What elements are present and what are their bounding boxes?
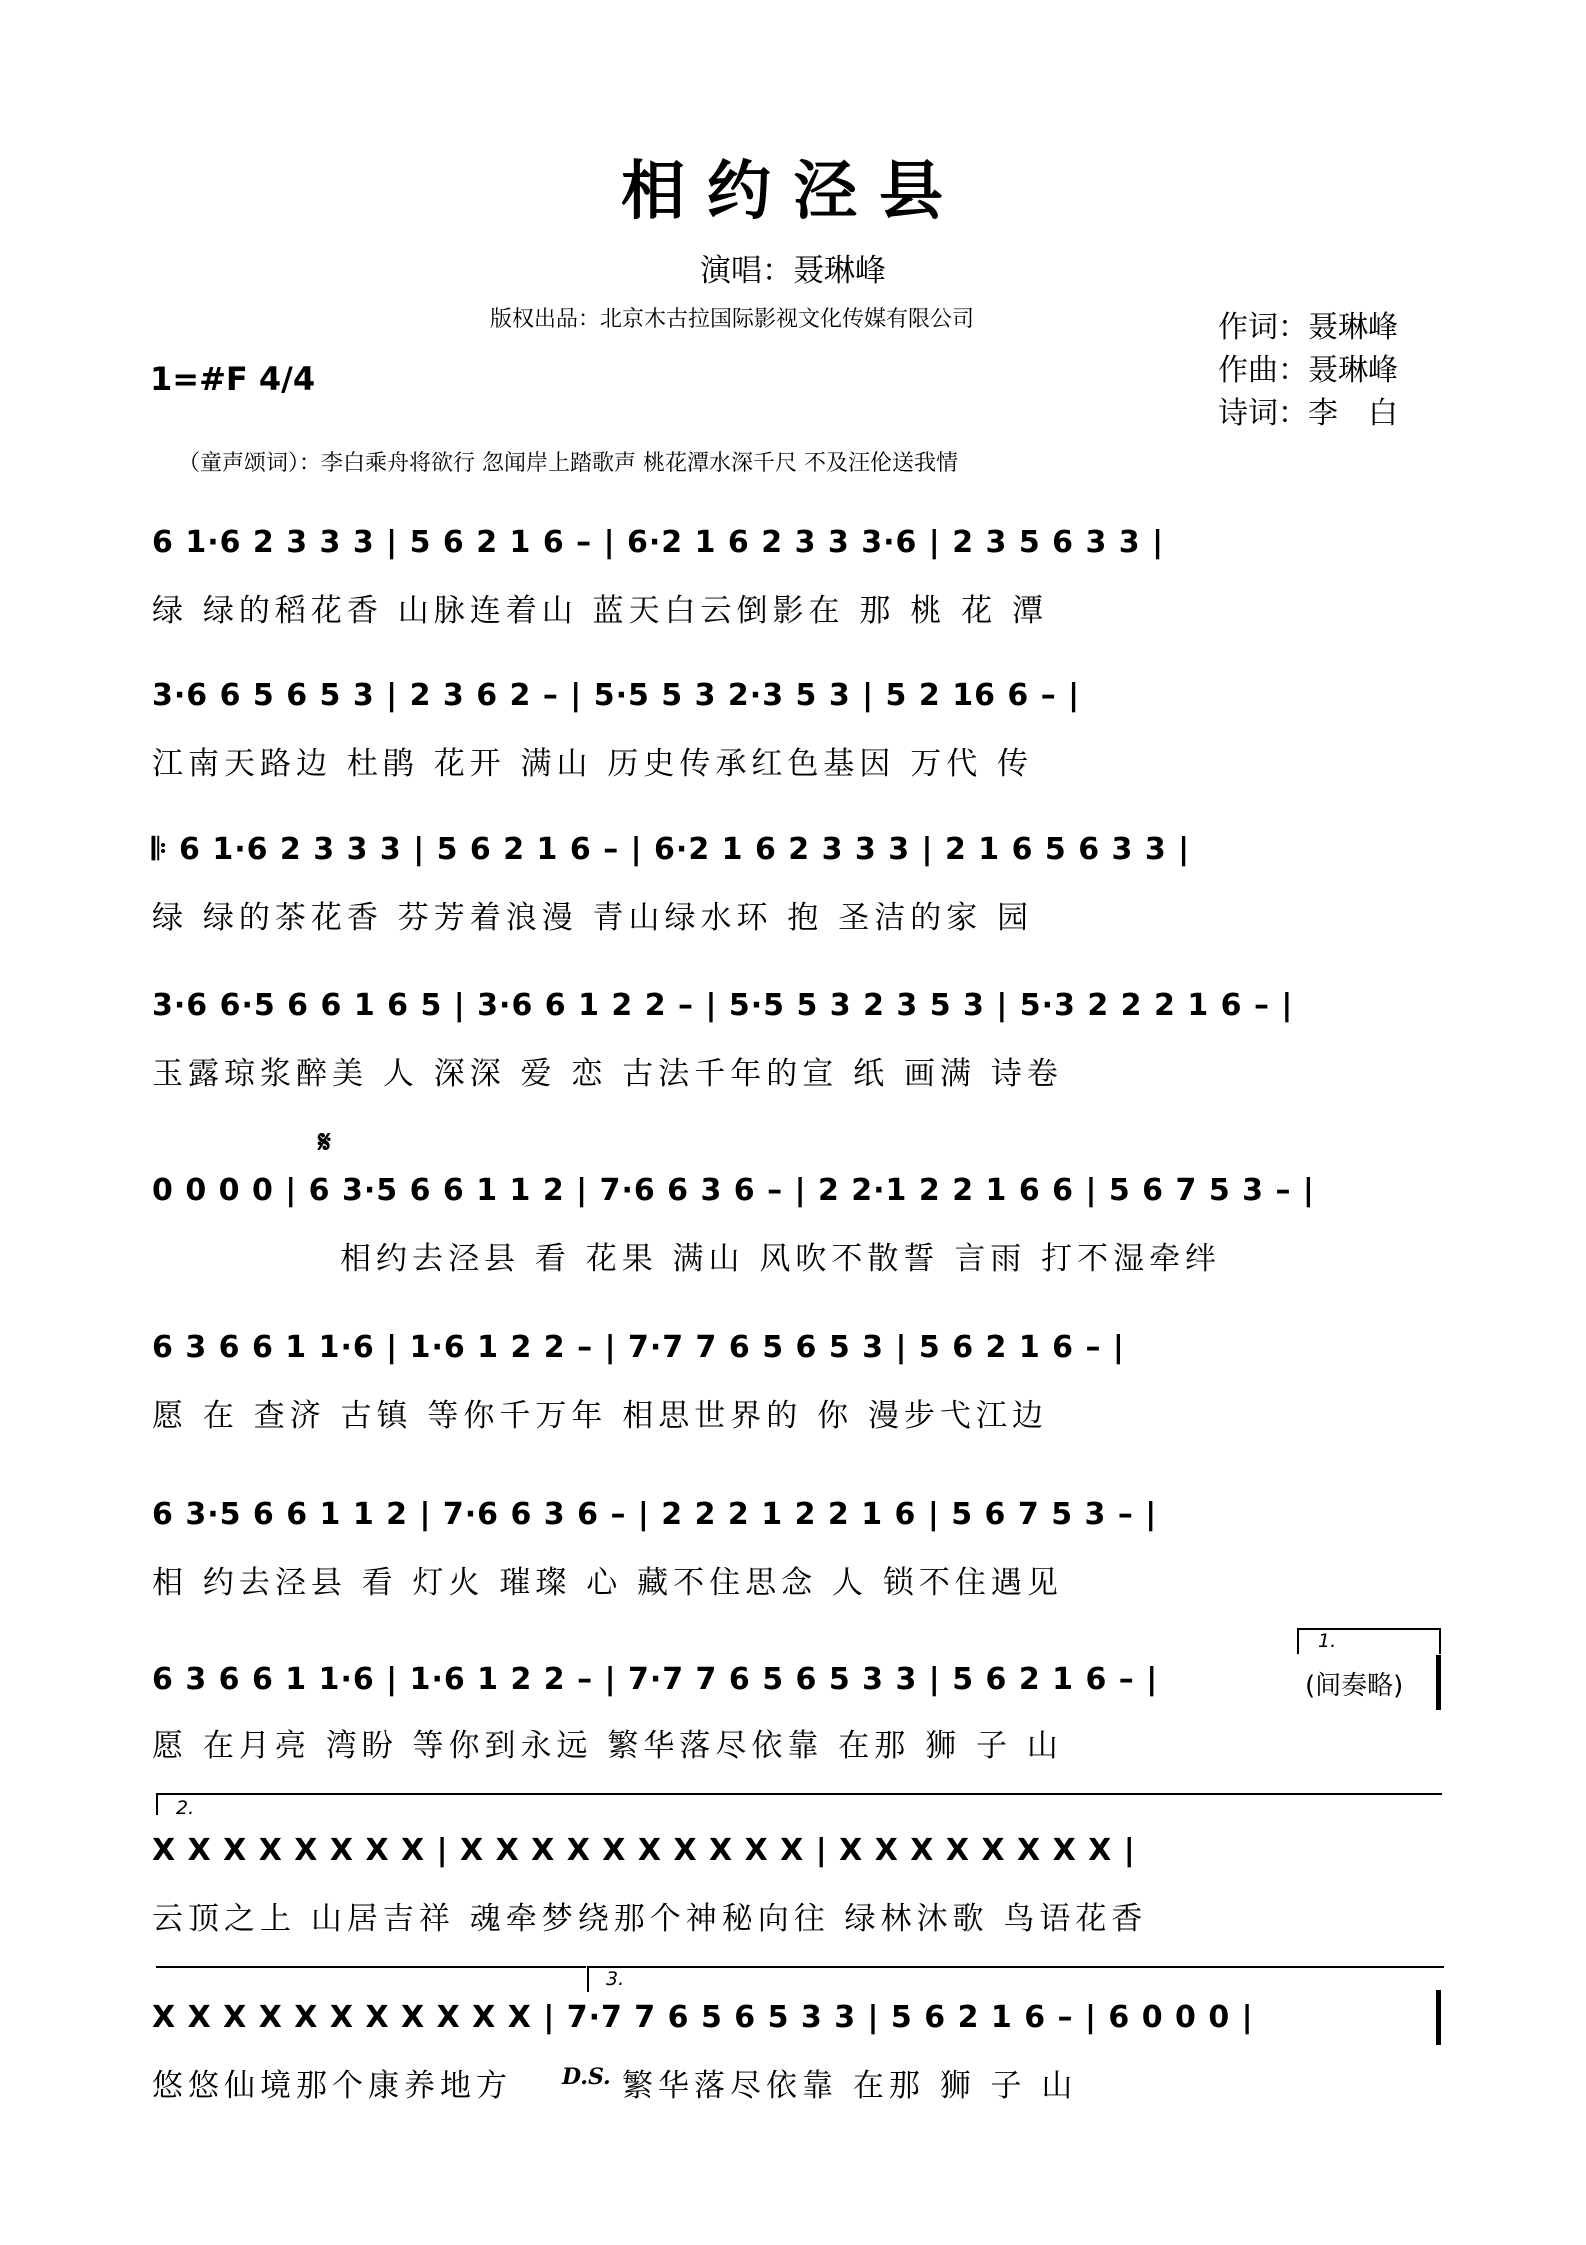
volta-line-2-cont [156,1966,586,1968]
notation-line-2: 3·6 6 5 6 5 3 | 2 3 6 2 – | 5·5 5 3 2·3 5 3 | 5 2 16 6 – | [152,678,1081,713]
notation-line-10: X X X X X X X X X X X | 7·7 7 6 5 6 5 3 3 | 5 6 2 1 6 – | 6 0 0 0 | [152,2000,1254,2035]
volta-label-3: 3. [606,1968,625,1990]
volta-hook-2 [156,1793,158,1815]
notation-line-4: 3·6 6·5 6 6 1 6 5 | 3·6 6 1 2 2 – | 5·5 5 3 2 3 5 3 | 5·3 2 2 2 1 6 – | [152,988,1294,1023]
lyricist-credit: 作词：聂琳峰 [1218,310,1398,345]
segno-sign: 𝄋 [318,1125,331,1160]
notation-line-6: 6 3 6 6 1 1·6 | 1·6 1 2 2 – | 7·7 7 6 5 6 5 3 | 5 6 2 1 6 – | [152,1330,1125,1365]
lyric-line-1: 绿 绿的稻花香 山脉连着山 蓝天白云倒影在 那 桃 花 潭 [152,593,1048,629]
lyric-line-10-tail: 繁华落尽依靠 在那 狮 子 山 [622,2068,1078,2104]
volta-line-2 [156,1793,1442,1795]
notation-line-5: 0 0 0 0 | 6 3·5 6 6 1 1 2 | 7·6 6 3 6 – | 2 2·1 2 2 1 6 6 | 5 6 7 5 3 – | [152,1173,1315,1208]
lyric-line-9: 云顶之上 山居吉祥 魂牵梦绕那个神秘向往 绿林沐歌 鸟语花香 [152,1901,1148,1937]
lyric-line-7: 相 约去泾县 看 灯火 璀璨 心 藏不住思念 人 锁不住遇见 [152,1565,1063,1601]
final-barline [1436,1990,1441,2045]
poem-credit: 诗词：李 白 [1218,396,1398,431]
repeat-end-barline [1436,1655,1441,1710]
lyric-line-2: 江南天路边 杜鹃 花开 满山 历史传承红色基因 万代 传 [152,746,1034,782]
intro-lyric: （童声颂词）：李白乘舟将欲行 忽闻岸上踏歌声 桃花潭水深千尺 不及汪伦送我情 [178,451,958,476]
lyric-line-3: 绿 绿的茶花香 芬芳着浪漫 青山绿水环 抱 圣洁的家 园 [152,900,1034,936]
volta-label-2: 2. [176,1797,195,1819]
lyric-line-10: 悠悠仙境那个康养地方 [152,2068,512,2104]
volta-bracket-3 [587,1966,1444,1992]
lyric-line-6: 愿 在 查济 古镇 等你千万年 相思世界的 你 漫步弋江边 [152,1398,1048,1434]
dal-segno-marker: D.S. [562,2064,611,2090]
interlude-note: (间奏略) [1305,1671,1404,1701]
singer-credit: 演唱：聂琳峰 [700,253,886,289]
song-title: 相约泾县 [621,154,965,229]
key-signature: 1=#F 4/4 [150,360,316,398]
lyric-line-8: 愿 在月亮 湾盼 等你到永远 繁华落尽依靠 在那 狮 子 山 [152,1728,1063,1764]
lyric-line-4: 玉露琼浆醉美 人 深深 爱 恋 古法千年的宣 纸 画满 诗卷 [152,1056,1063,1092]
notation-line-1: 6 1·6 2 3 3 3 | 5 6 2 1 6 – | 6·2 1 6 2 3 3 3·6 | 2 3 5 6 3 3 | [152,525,1165,560]
lyric-line-5: 相约去泾县 看 花果 满山 风吹不散誓 言雨 打不湿牵绊 [340,1241,1222,1277]
volta-label-1: 1. [1318,1630,1337,1652]
composer-credit: 作曲：聂琳峰 [1218,353,1398,388]
notation-line-9: X X X X X X X X | X X X X X X X X X X | X X X X X X X X | [152,1833,1136,1868]
notation-line-3: 𝄆 6 1·6 2 3 3 3 | 5 6 2 1 6 – | 6·2 1 6 2 3 3 3 | 2 1 6 5 6 3 3 | [152,832,1191,867]
notation-line-7: 6 3·5 6 6 1 1 2 | 7·6 6 3 6 – | 2 2 2 1 2 2 1 6 | 5 6 7 5 3 – | [152,1497,1158,1532]
notation-line-8: 6 3 6 6 1 1·6 | 1·6 1 2 2 – | 7·7 7 6 5 6 5 3 3 | 5 6 2 1 6 – | [152,1662,1159,1697]
copyright-line: 版权出品：北京木古拉国际影视文化传媒有限公司 [490,307,975,332]
